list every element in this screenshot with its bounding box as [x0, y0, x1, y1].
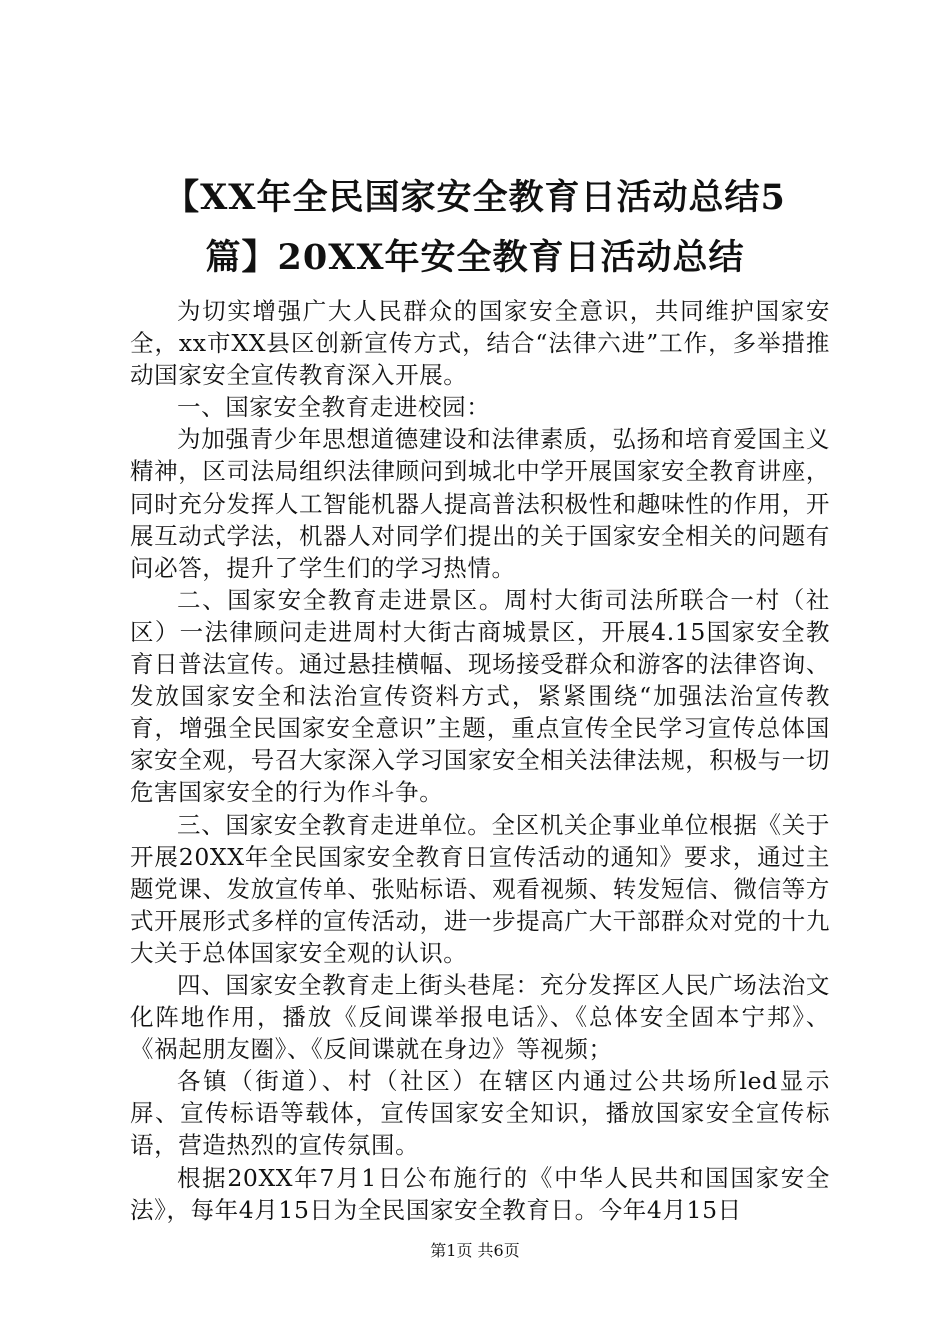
- paragraph-streets: 四、国家安全教育走上街头巷尾：充分发挥区人民广场法治文化阵地作用，播放《反间谍举报电话》、《总体安全固本宁邦》、《祸起朋友圈》、《反间谍就在身边》等视频；: [130, 970, 830, 1064]
- title-line-1: 【XX年全民国家安全教育日活动总结5: [164, 177, 786, 218]
- title-line-2: 篇】20XX年安全教育日活动总结: [205, 237, 745, 278]
- paragraph-towns: 各镇（街道）、村（社区）在辖区内通过公共场所led显示屏、宣传标语等载体，宣传国家安全知识，播放国家安全宣传标语，营造热烈的宣传氛围。: [130, 1067, 830, 1160]
- paragraph-law-background: 根据20XX年7月1日公布施行的《中华人民共和国国家安全法》，每年4月15日为全民国家安全教育日。今年4月15日: [130, 1163, 830, 1224]
- page-number: 第1页 共6页: [430, 1241, 520, 1260]
- document-body: [130, 295, 830, 1226]
- paragraph-workplace: 三、国家安全教育走进单位。全区机关企事业单位根据《关于开展20XX年全民国家安全教育日宣传活动的通知》要求，通过主题党课、发放宣传单、张贴标语、观看视频、转发短信、微信等方式开展形式多样的宣传活动，进一步提高广大干部群众对党的十九大关于总体国家安全观的认识。: [130, 810, 830, 967]
- paragraph-campus: 为加强青少年思想道德建设和法律素质，弘扬和培育爱国主义精神，区司法局组织法律顾问到城北中学开展国家安全教育讲座，同时充分发挥人工智能机器人提高普法积极性和趣味性的作用，开展互动式学法，机器人对同学们提出的关于国家安全相关的问题有问必答，提升了学生们的学习热情。: [130, 425, 830, 582]
- document-title: [110, 168, 840, 288]
- paragraph-scenic-area: 二、国家安全教育走进景区。周村大街司法所联合一村（社区）一法律顾问走进周村大街古商城景区，开展4.15国家安全教育日普法宣传。通过悬挂横幅、现场接受群众和游客的法律咨询、发放国家安全和法治宣传资料方式，紧紧围绕“加强法治宣传教育，增强全民国家安全意识”主题，重点宣传全民学习宣传总体国家安全观，号召大家深入学习国家安全相关法律法规，积极与一切危害国家安全的行为作斗争。: [130, 585, 830, 807]
- section-heading-campus: 一、国家安全教育走进校园：: [177, 393, 491, 422]
- paragraph-intro: 为切实增强广大人民群众的国家安全意识，共同维护国家安全，xx市XX县区创新宣传方式，结合“法律六进”工作，多举措推动国家安全宣传教育深入开展。: [130, 297, 830, 390]
